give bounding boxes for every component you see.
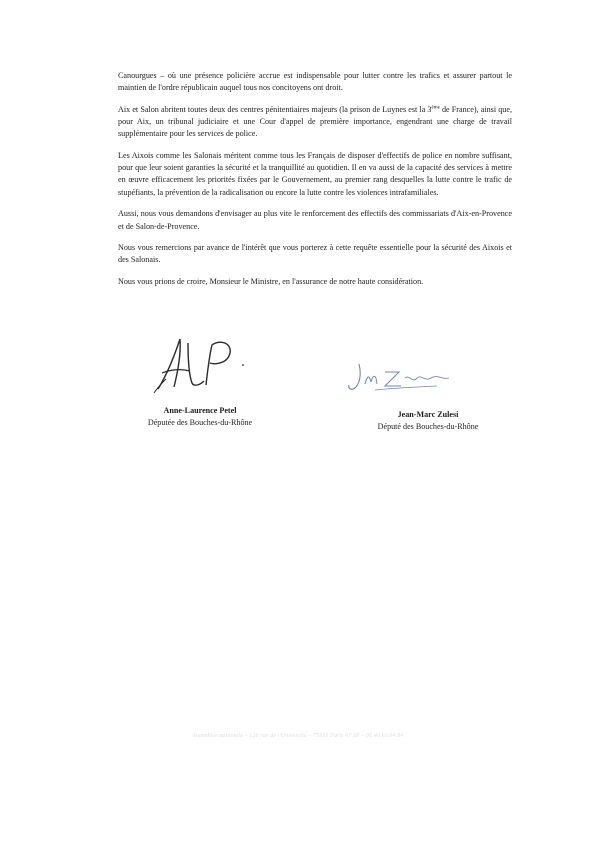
paragraph-1: Canourgues – où une présence policière accrue est indispensable pour lutter contre les trafics et assurer partout le maintien de l'ordre républicain auquel tous nos concitoyens ont droit. xyxy=(118,71,512,93)
paragraph-6: Nous vous prions de croire, Monsieur le Ministre, en l'assurance de notre haute considération. xyxy=(118,277,424,287)
signatory-name: Anne-Laurence Petel xyxy=(163,406,237,415)
signature-block-right xyxy=(358,409,498,432)
paragraph-2: Aix et Salon abritent toutes deux des centres pénitentiaires majeurs (la prison de Luynes est la 3ème de France), ainsi que, pour Aix, un tribunal judiciaire et une Cour d'appel de première importance, engendrant une charge de travail supplémentaire pour les services de police. xyxy=(118,104,512,139)
signatory-title: Député des Bouches-du-Rhône xyxy=(377,421,479,431)
paragraph-4: Aussi, nous vous demandons d'envisager au plus vite le renforcement des effectifs des commissariats d'Aix-en-Provence et de Salon-de-Provence. xyxy=(118,209,512,231)
letter-body xyxy=(118,70,512,298)
signature-left-image xyxy=(148,333,248,395)
paragraph-5: Nous vous remercions par avance de l'intérêt que vous porterez à cette requête essentielle pour la sécurité des Aixois et des Salonais. xyxy=(118,243,512,265)
paragraph-3: Les Aixois comme les Salonais méritent comme tous les Français de disposer d'effectifs de police en nombre suffisant, pour que leur soient garanties la sécurité et la tranquillité au quotidien. Il en va aussi de la capacité des services à mettre en œuvre efficacement les priorités fixées par le Gouvernement, au premier rang desquelles la lutte contre le trafic de stupéfiants, la prévention de la radicalisation ou encore la lutte contre les violences intrafamiliales. xyxy=(118,151,512,197)
signatory-name: Jean-Marc Zulesi xyxy=(397,410,459,419)
footer-address: Assemblée nationale – 126 rue de l'Université – 75355 Paris 07 SP – 01.40.63.04.84 xyxy=(191,733,404,739)
signature-right-image xyxy=(345,358,465,394)
signature-block-left xyxy=(130,405,270,428)
signatory-title: Députée des Bouches-du-Rhône xyxy=(147,417,253,427)
